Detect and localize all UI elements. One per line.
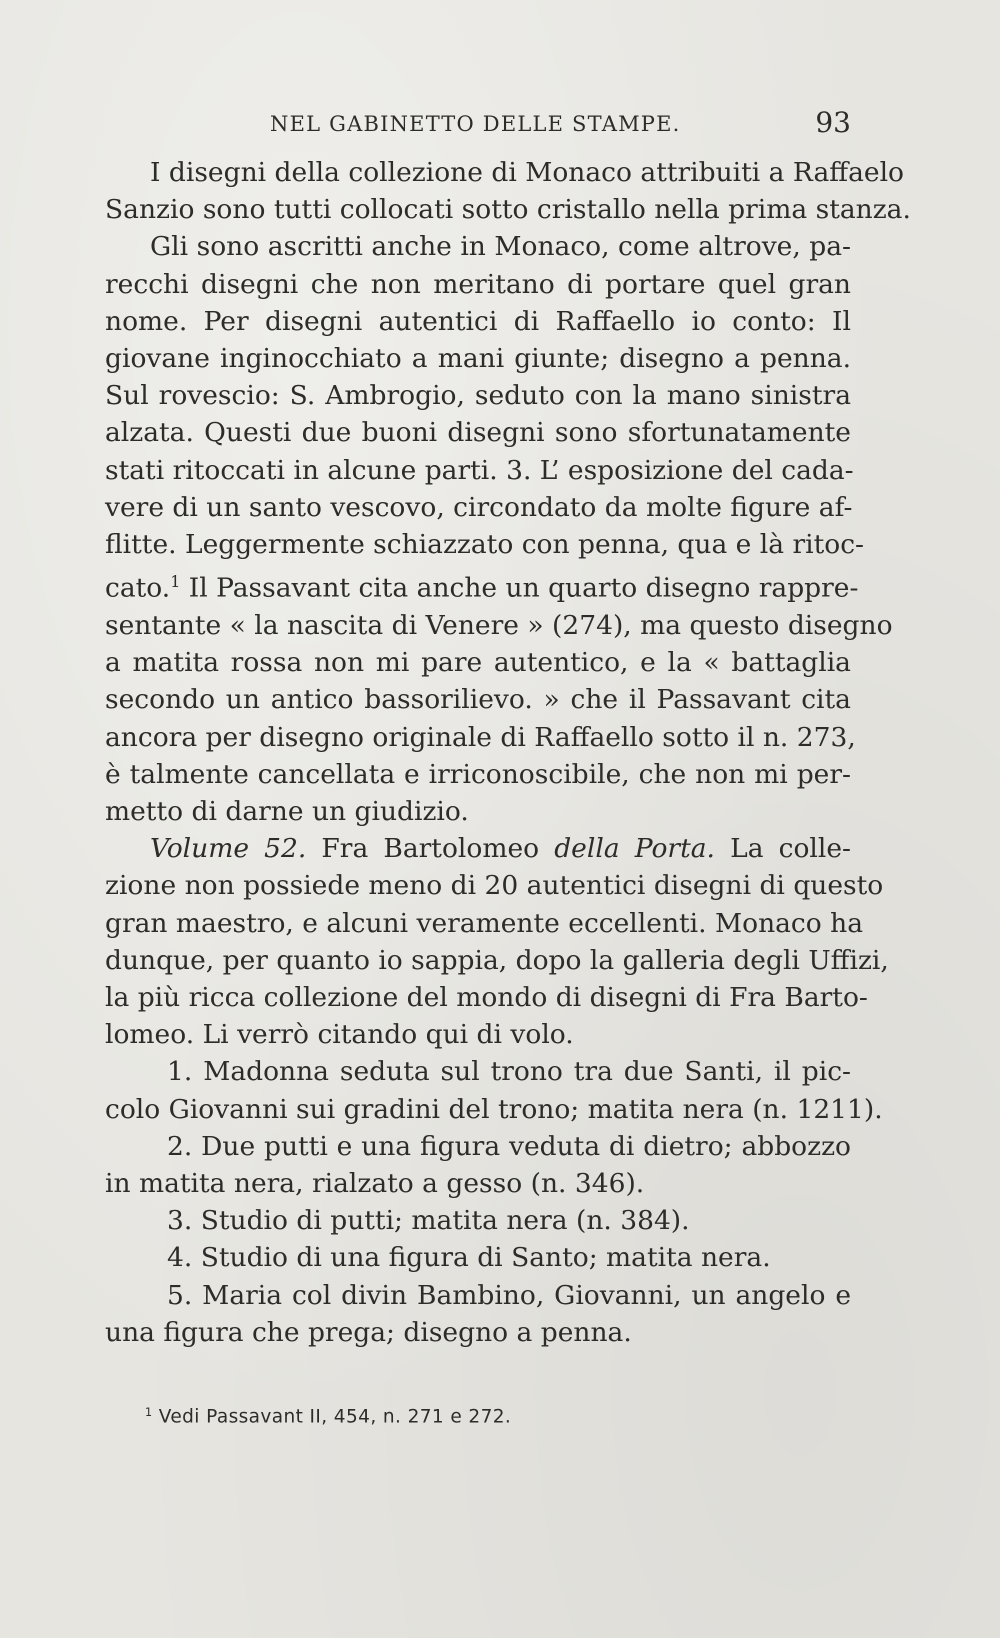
text-fragment: Il Passavant cita anche un quarto disegno rappre- [180, 572, 859, 604]
list-item-continuation: una figura che prega; disegno a penna. [105, 1316, 632, 1348]
list-item-continuation: in matita nera, rialzato a gesso (n. 346). [105, 1168, 645, 1200]
list-item: 4. Studio di una figura di Santo; matita nera. [167, 1242, 771, 1274]
list-item: 3. Studio di putti; matita nera (n. 384). [167, 1205, 690, 1237]
text-line: è talmente cancellata e irriconoscibile, che non mi per- [105, 758, 851, 790]
text-line: Sul rovescio: S. Ambrogio, seduto con la mano sinistra [105, 380, 851, 412]
text-line: vere di un santo vescovo, circondato da molte figure af- [105, 491, 853, 523]
page-number: 93 [815, 106, 851, 139]
text-fragment: cato. [105, 572, 171, 604]
text-line: recchi disegni che non meritano di portare quel gran [105, 268, 851, 300]
text-line: giovane inginocchiato a mani giunte; disegno a penna. [105, 343, 851, 375]
text-line: ancora per disegno originale di Raffaello sotto il n. 273, [105, 721, 856, 753]
body-text [105, 154, 911, 1351]
text-line: I disegni della collezione di Monaco attribuiti a Raffaelo [150, 157, 905, 188]
volume-heading-line [105, 830, 851, 867]
text-line-with-note [105, 563, 859, 607]
footnote-reference: 1 [170, 572, 181, 592]
list-item: 2. Due putti e una figura veduta di dietro; abbozzo [167, 1130, 851, 1162]
text-line: zione non possiede meno di 20 autentici disegni di questo [105, 870, 884, 902]
text-line: nome. Per disegni autentici di Raffaello io conto: Il [105, 305, 851, 337]
list-item: 5. Maria col divin Bambino, Giovanni, un angelo e [167, 1279, 851, 1311]
text-fragment: La colle- [714, 833, 851, 865]
footnote-text: Vedi Passavant II, 454, n. 271 e 272. [152, 1406, 512, 1428]
footnote-mark: 1 [145, 1406, 153, 1419]
running-head: NEL GABINETTO DELLE STAMPE. [270, 112, 681, 136]
text-line: alzata. Questi due buoni disegni sono sfortunatamente [105, 417, 851, 449]
text-line: la più ricca collezione del mondo di disegni di Fra Barto- [105, 982, 868, 1013]
footnote [145, 1406, 511, 1428]
text-line: lomeo. Li verrò citando qui di volo. [105, 1019, 574, 1051]
text-line: metto di darne un giudizio. [105, 795, 469, 827]
text-fragment: Fra Bartolomeo [306, 833, 555, 865]
text-line: stati ritoccati in alcune parti. 3. L’ esposizione del cada- [105, 454, 854, 486]
text-line: Sanzio sono tutti collocati sotto cristallo nella prima stanza. [105, 194, 911, 226]
text-line: secondo un antico bassorilievo. » che il Passavant cita [105, 684, 851, 716]
text-line: a matita rossa non mi pare autentico, e la « battaglia [105, 647, 851, 679]
page-header [105, 106, 851, 146]
text-line: sentante « la nascita di Venere » (274), ma questo disegno [105, 609, 893, 641]
text-line: dunque, per quanto io sappia, dopo la galleria degli Uffizi, [105, 944, 889, 976]
text-line: gran maestro, e alcuni veramente eccellenti. Monaco ha [105, 907, 864, 939]
list-item-continuation: colo Giovanni sui gradini del trono; matita nera (n. 1211). [105, 1093, 883, 1125]
artist-name-italic: della Porta. [554, 833, 715, 865]
text-line: Gli sono ascritti anche in Monaco, come altrove, pa- [150, 231, 851, 263]
text-line: flitte. Leggermente schiazzato con penna, qua e là ritoc- [105, 529, 865, 561]
list-item: 1. Madonna seduta sul trono tra due Santi, il pic- [167, 1056, 851, 1088]
volume-label: Volume 52. [150, 833, 307, 865]
